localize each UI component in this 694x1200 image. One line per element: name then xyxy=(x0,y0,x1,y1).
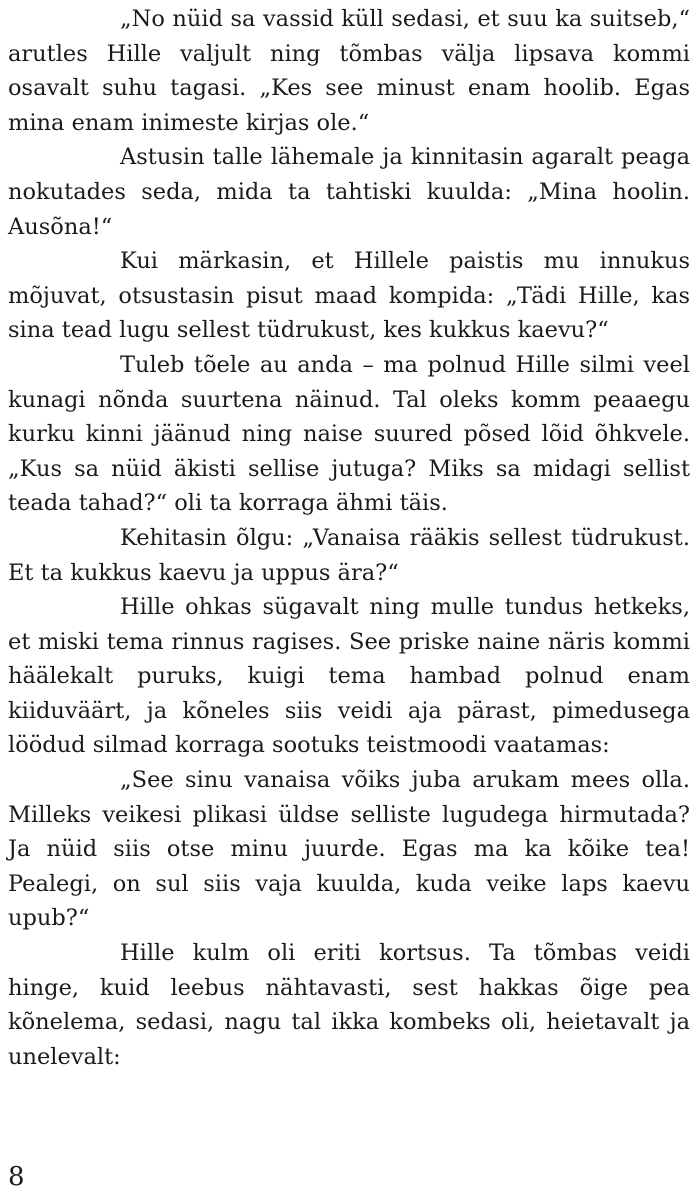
paragraph: Astusin talle lähemale ja kinnitasin agaralt peaga nokutades seda, mida ta tahtiski kuulda: „Mina hoolin. Ausõna!“ xyxy=(8,144,690,240)
paragraph: Kehitasin õlgu: „Vanaisa rääkis sellest tüdrukust. Et ta kukkus kaevu ja uppus ära?“ xyxy=(8,524,690,586)
paragraph: Hille ohkas sügavalt ning mulle tundus hetkeks, et miski tema rinnus ragises. See priske naine näris kommi häälekalt puruks, kuigi tema hambad polnud enam kiiduväärt, ja kõneles siis veidi aja pärast, pimedusega löödud silmad korraga sootuks teistmoodi vaatamas: xyxy=(8,594,690,759)
paragraph: Hille kulm oli eriti kortsus. Ta tõmbas veidi hinge, kuid leebus nähtavasti, sest hakkas õige pea kõnelema, sedasi, nagu tal ikka kombeks oli, heietavalt ja unelevalt: xyxy=(8,940,690,1070)
page-number: 8 xyxy=(8,1162,25,1192)
body-text xyxy=(8,2,690,1074)
paragraph: „See sinu vanaisa võiks juba arukam mees olla. Milleks veikesi plikasi üldse selliste lugudega hirmutada? Ja nüid siis otse minu juurde. Egas ma ka kõike tea! Pealegi, on sul siis vaja kuulda, kuda veike laps kaevu upub?“ xyxy=(8,767,690,932)
paragraph: Tuleb tõele au anda – ma polnud Hille silmi veel kunagi nõnda suurtena näinud. Tal oleks komm peaaegu kurku kinni jäänud ning naise suured põsed lõid õhkvele. „Kus sa nüid äkisti sellise jutuga? Miks sa midagi sellist teada tahad?“ oli ta korraga ähmi täis. xyxy=(8,351,690,517)
paragraph: „No nüid sa vassid küll sedasi, et suu ka suitseb,“ arutles Hille valjult ning tõmbas välja lipsava kommi osavalt suhu tagasi. „Kes see minust enam hoolib. Egas mina enam inimeste kirjas ole.“ xyxy=(8,6,690,136)
paragraph: Kui märkasin, et Hillele paistis mu innukus mõjuvat, otsustasin pisut maad kompida: „Tädi Hille, kas sina tead lugu sellest tüdrukust, kes kukkus kaevu?“ xyxy=(8,248,690,344)
